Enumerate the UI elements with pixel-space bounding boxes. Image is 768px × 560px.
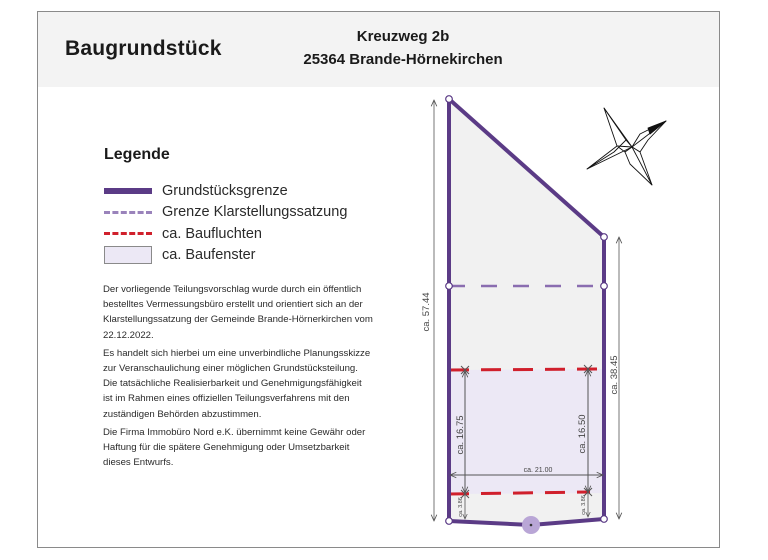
legend-label: Grundstücksgrenze	[162, 182, 288, 199]
dim-width: ca. 21.00	[523, 467, 553, 474]
address-city: 25364 Brande-Hörnekirchen	[303, 51, 503, 68]
note-paragraph: Der vorliegende Teilungsvorschlag wurde durch ein öffentlich bestelltes Vermessungsbüro erstellt und orientiert sich an der Klarstellungssatzung der Gemeinde Brande-Hörnerkirchen vom 22.12.2022.	[103, 284, 373, 341]
address-street: Kreuzweg 2b	[356, 28, 450, 45]
dim-left-total: ca. 57.44	[421, 292, 432, 332]
compass-rose-icon	[587, 108, 666, 185]
legend-title: Legende	[104, 146, 170, 163]
dim-right-total: ca. 38.45	[609, 355, 620, 395]
legend-label: ca. Baufenster	[162, 247, 256, 264]
dim-left-baufenster: ca. 16.75	[455, 415, 466, 455]
legend-label: ca. Baufluchten	[162, 225, 262, 242]
note-paragraph: Es handelt sich hierbei um eine unverbindliche Planungsskizze zur Veranschaulichung einer möglichen Grundstücksteilung. Die tatsächliche Realisierbarkeit und Genehmigungsfähigkeit ist im Rahmen eines offiziellen Teilungsverfahrens mit den zuständigen Behörden abzustimmen.	[103, 347, 371, 420]
page-title: Baugrundstück	[65, 37, 222, 60]
dim-left-setback: ca. 3.86	[458, 497, 464, 517]
legend-label: Grenze Klarstellungssatzung	[162, 204, 348, 221]
dim-right-setback: ca. 3.86	[581, 495, 587, 515]
dim-right-baufenster: ca. 16.50	[577, 414, 588, 454]
note-paragraph: Die Firma Immobüro Nord e.K. übernimmt keine Gewähr oder Haftung für die spätere Genehmigung oder Umsetzbarkeit dieses Entwurfs.	[103, 426, 366, 469]
